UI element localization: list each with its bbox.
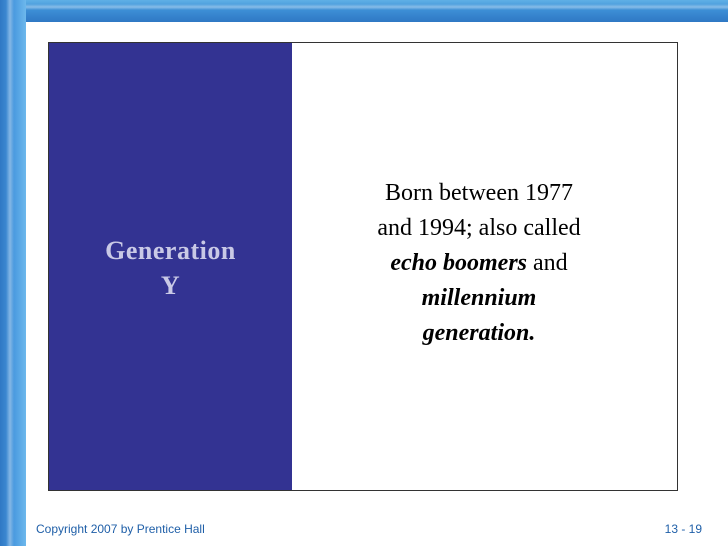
term-line-2: Y (160, 271, 181, 300)
definition-text (334, 176, 624, 351)
definition-emphasis-generation: generation. (422, 320, 536, 346)
top-decorative-bar (0, 0, 728, 22)
definition-and-word: and (533, 250, 568, 276)
top-bar-highlight (0, 4, 728, 10)
slide-content-frame (48, 42, 678, 491)
definition-line-2: and 1994; also called (377, 215, 581, 241)
definition-line-1: Born between 1977 (385, 180, 573, 206)
term-panel (49, 43, 292, 490)
definition-emphasis-echo-boomers: echo boomers (390, 250, 527, 276)
term-title (49, 233, 292, 303)
term-line-1: Generation (105, 236, 236, 265)
left-decorative-bar (0, 0, 26, 546)
definition-emphasis-millennium: millennium (421, 285, 537, 311)
left-bar-highlight (6, 0, 14, 546)
slide-number: 13 - 19 (664, 522, 702, 536)
definition-line-3 (334, 246, 624, 281)
copyright-footer: Copyright 2007 by Prentice Hall (36, 522, 205, 536)
